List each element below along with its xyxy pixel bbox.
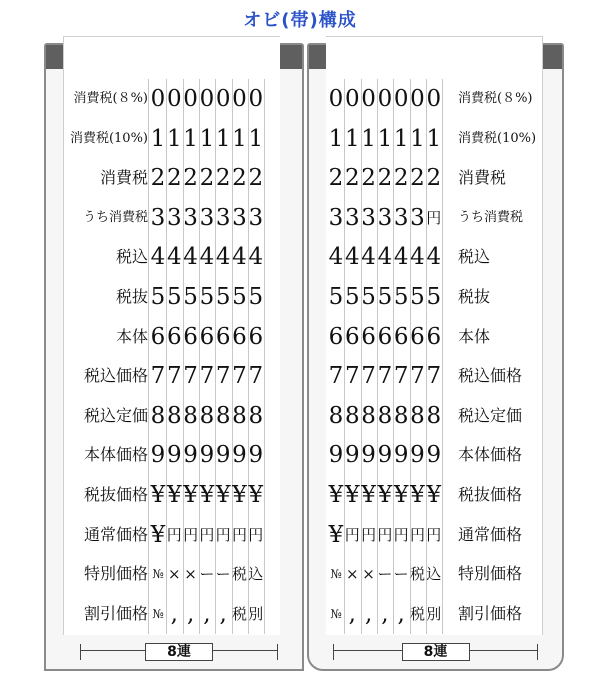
- band-character: ¥: [166, 482, 182, 508]
- band-character: 7: [166, 363, 182, 390]
- band-character: 1: [344, 125, 360, 152]
- band-character: 円: [377, 525, 393, 544]
- row-label: 本体: [458, 326, 491, 346]
- back-row: [0, 317, 600, 357]
- band-character: 4: [248, 244, 264, 271]
- band-character: ,: [219, 600, 227, 627]
- band-character: 円: [215, 525, 231, 544]
- band-character: ¥: [393, 482, 409, 508]
- back-row-count-badge: 8連: [402, 643, 470, 661]
- band-character: 5: [150, 284, 166, 310]
- band-character: 9: [183, 442, 198, 469]
- band-character: ¥: [232, 482, 247, 508]
- band-character: 5: [215, 284, 231, 310]
- band-character: 4: [328, 244, 344, 271]
- band-character: 0: [344, 86, 360, 112]
- band-character: 1: [328, 125, 344, 152]
- band-character: 0: [248, 86, 264, 112]
- band-character: ¥: [426, 482, 442, 508]
- band-character: 込: [426, 565, 442, 584]
- row-label: 税込価格: [458, 366, 523, 386]
- band-character: 9: [248, 442, 264, 469]
- band-character: 6: [426, 323, 442, 350]
- band-character: 9: [393, 442, 409, 469]
- band-character: ,: [203, 600, 211, 627]
- band-character: 7: [426, 363, 442, 390]
- band-character: 0: [232, 86, 247, 112]
- band-character: 3: [410, 204, 425, 231]
- band-character: 8: [150, 402, 166, 429]
- band-character: 円: [393, 525, 409, 544]
- band-character: 0: [410, 86, 425, 112]
- band-character: 2: [248, 165, 264, 192]
- band-character: 4: [361, 244, 376, 271]
- band-character: ×: [362, 565, 375, 584]
- row-label: 税込: [115, 247, 148, 267]
- band-character: 税: [231, 604, 247, 623]
- band-character: 7: [150, 363, 166, 390]
- band-character: ,: [170, 600, 178, 627]
- band-character: 0: [426, 86, 442, 112]
- back-row: [0, 237, 600, 277]
- row-label: 消費税: [458, 168, 507, 188]
- back-row: [0, 198, 600, 238]
- back-row: [0, 515, 600, 555]
- band-character: 5: [344, 284, 360, 310]
- band-character: 5: [377, 284, 393, 310]
- band-character: 8: [361, 402, 376, 429]
- row-label: 特別価格: [458, 564, 523, 584]
- band-character: 3: [377, 204, 393, 231]
- band-character: 9: [426, 442, 442, 469]
- band-character: 2: [393, 165, 409, 192]
- back-row: [0, 356, 600, 396]
- band-character: 9: [344, 442, 360, 469]
- back-row: [0, 277, 600, 317]
- page-title: オビ(帯)構成: [243, 10, 357, 31]
- band-character: 4: [232, 244, 247, 271]
- band-character: 1: [410, 125, 425, 152]
- band-character: 7: [215, 363, 231, 390]
- band-character: 0: [393, 86, 409, 112]
- back-row: [0, 79, 600, 119]
- band-character: 2: [215, 165, 231, 192]
- band-character: 4: [166, 244, 182, 271]
- band-character: 4: [199, 244, 215, 271]
- row-label: 税抜価格: [458, 485, 523, 504]
- back-row: [0, 435, 600, 475]
- band-character: 7: [232, 363, 247, 390]
- band-character: 4: [393, 244, 409, 271]
- band-character: ー: [377, 565, 393, 584]
- band-character: ー: [215, 565, 231, 584]
- band-character: 6: [248, 323, 264, 350]
- back-row: [0, 594, 600, 634]
- band-character: 1: [248, 125, 264, 152]
- band-character: 7: [328, 363, 344, 390]
- band-character: 6: [150, 323, 166, 350]
- band-character: ,: [381, 600, 389, 627]
- band-character: 円: [426, 525, 442, 544]
- band-character: 1: [199, 125, 215, 152]
- band-character: 2: [344, 165, 360, 192]
- band-character: ¥: [377, 482, 393, 508]
- band-character: 2: [232, 165, 247, 192]
- band-character: 5: [393, 284, 409, 310]
- row-label: 本体: [115, 326, 148, 346]
- band-character: ×: [168, 565, 181, 584]
- back-row: [0, 119, 600, 159]
- band-character: 円: [409, 525, 425, 544]
- band-character: 2: [166, 165, 182, 192]
- band-character: 9: [150, 442, 166, 469]
- band-character: 6: [199, 323, 215, 350]
- band-character: 円: [166, 525, 182, 544]
- row-label: 消費税(10%): [69, 130, 148, 146]
- band-character: ×: [184, 565, 197, 584]
- row-label: 税込価格: [83, 366, 148, 386]
- band-character: 1: [361, 125, 376, 152]
- band-character: 別: [426, 604, 442, 623]
- row-label: 消費税(８%): [73, 91, 148, 106]
- band-character: ,: [186, 600, 195, 627]
- band-character: 3: [199, 204, 215, 231]
- band-character: 8: [393, 402, 409, 429]
- band-character: 0: [150, 86, 166, 112]
- band-character: 9: [215, 442, 231, 469]
- band-character: 9: [377, 442, 393, 469]
- row-label: 消費税(10%): [458, 130, 537, 146]
- band-character: 0: [361, 86, 376, 112]
- front-row-count-badge: 8連: [145, 643, 213, 661]
- band-character: 5: [166, 284, 182, 310]
- row-label: うち消費税: [82, 209, 148, 225]
- band-character: 6: [393, 323, 409, 350]
- band-character: 5: [361, 284, 376, 310]
- band-character: 込: [248, 565, 264, 584]
- band-character: 0: [166, 86, 182, 112]
- band-character: 3: [344, 204, 360, 231]
- back-row: [0, 396, 600, 436]
- band-character: 4: [215, 244, 231, 271]
- back-row-footer: [333, 644, 538, 660]
- band-character: 4: [183, 244, 198, 271]
- band-character: 2: [410, 165, 425, 192]
- band-character: 8: [183, 402, 198, 429]
- row-label: 消費税: [99, 168, 148, 188]
- band-character: 8: [328, 402, 344, 429]
- band-character: 8: [199, 402, 215, 429]
- band-character: 5: [248, 284, 264, 310]
- band-character: ¥: [328, 521, 344, 548]
- band-character: ,: [348, 600, 356, 627]
- band-character: 8: [166, 402, 182, 429]
- band-character: 税: [231, 565, 247, 584]
- band-character: ¥: [344, 482, 360, 508]
- row-label: 税込: [458, 247, 491, 267]
- band-character: 5: [232, 284, 247, 310]
- row-label: 本体価格: [458, 445, 523, 465]
- band-character: 1: [377, 125, 393, 152]
- band-character: 2: [150, 165, 166, 192]
- row-label: 特別価格: [83, 564, 148, 584]
- band-character: 7: [393, 363, 409, 390]
- band-character: 7: [410, 363, 425, 390]
- band-character: 7: [199, 363, 215, 390]
- band-character: 4: [344, 244, 360, 271]
- band-character: 円: [199, 525, 215, 544]
- row-label: 税込定価: [83, 405, 148, 425]
- row-label: 本体価格: [83, 445, 148, 465]
- band-character: 8: [426, 402, 442, 429]
- band-character: №: [330, 567, 342, 582]
- band-character: 8: [232, 402, 247, 429]
- band-character: 1: [426, 125, 442, 152]
- band-character: 別: [248, 604, 264, 623]
- back-row: [0, 475, 600, 515]
- band-character: 1: [215, 125, 231, 152]
- band-character: 円: [361, 525, 377, 544]
- band-character: №: [152, 567, 164, 582]
- band-character: ¥: [328, 482, 344, 508]
- band-character: 3: [393, 204, 409, 231]
- row-label: 割引価格: [83, 603, 148, 623]
- band-character: 5: [199, 284, 215, 310]
- band-character: 0: [377, 86, 393, 112]
- band-character: ¥: [361, 482, 376, 508]
- band-character: 1: [232, 125, 247, 152]
- band-character: 8: [377, 402, 393, 429]
- band-character: 2: [183, 165, 198, 192]
- band-character: ¥: [150, 521, 166, 548]
- band-character: 3: [215, 204, 231, 231]
- band-character: 6: [215, 323, 231, 350]
- band-character: ¥: [410, 482, 425, 508]
- band-character: 4: [377, 244, 393, 271]
- band-character: 4: [426, 244, 442, 271]
- band-character: 6: [377, 323, 393, 350]
- band-character: 1: [166, 125, 182, 152]
- band-character: 9: [410, 442, 425, 469]
- band-character: 9: [361, 442, 376, 469]
- band-character: 0: [328, 86, 344, 112]
- band-character: 2: [377, 165, 393, 192]
- band-character: 8: [344, 402, 360, 429]
- band-character: 7: [344, 363, 360, 390]
- band-character: 9: [328, 442, 344, 469]
- band-character: 3: [248, 204, 264, 231]
- row-label: 税込定価: [458, 405, 523, 425]
- band-character: 7: [361, 363, 376, 390]
- band-character: 6: [344, 323, 360, 350]
- band-character: 7: [183, 363, 198, 390]
- band-character: ¥: [150, 482, 166, 508]
- row-label: 税抜: [115, 287, 148, 306]
- band-character: 3: [361, 204, 376, 231]
- band-character: 円: [231, 525, 247, 544]
- band-character: ,: [364, 600, 373, 627]
- band-character: 7: [377, 363, 393, 390]
- band-character: 6: [166, 323, 182, 350]
- band-character: 3: [183, 204, 198, 231]
- band-character: 円: [426, 208, 442, 227]
- band-character: 8: [248, 402, 264, 429]
- band-character: ¥: [199, 482, 215, 508]
- band-character: 1: [150, 125, 166, 152]
- band-character: 4: [410, 244, 425, 271]
- band-character: 3: [328, 204, 344, 231]
- row-label: 通常価格: [83, 524, 148, 544]
- band-character: 5: [410, 284, 425, 310]
- band-character: 6: [232, 323, 247, 350]
- band-character: 円: [344, 525, 360, 544]
- band-character: 0: [215, 86, 231, 112]
- band-character: 1: [393, 125, 409, 152]
- band-character: ー: [393, 565, 409, 584]
- band-character: 1: [183, 125, 198, 152]
- band-character: 6: [361, 323, 376, 350]
- row-label: 通常価格: [458, 524, 523, 544]
- band-character: №: [330, 606, 342, 621]
- band-character: 2: [426, 165, 442, 192]
- band-character: ,: [397, 600, 405, 627]
- band-character: 3: [150, 204, 166, 231]
- band-character: 2: [199, 165, 215, 192]
- band-character: 6: [183, 323, 198, 350]
- back-row: [0, 158, 600, 198]
- row-label: 割引価格: [458, 603, 523, 623]
- band-character: 7: [248, 363, 264, 390]
- row-label: 消費税(８%): [458, 91, 533, 106]
- band-character: ¥: [248, 482, 264, 508]
- band-character: 6: [328, 323, 344, 350]
- band-character: 2: [328, 165, 344, 192]
- band-character: 5: [426, 284, 442, 310]
- band-character: 円: [183, 525, 199, 544]
- band-character: ー: [199, 565, 215, 584]
- band-character: 8: [410, 402, 425, 429]
- band-character: 6: [410, 323, 425, 350]
- band-character: 3: [232, 204, 247, 231]
- band-character: 9: [166, 442, 182, 469]
- band-character: 2: [361, 165, 376, 192]
- band-character: 5: [183, 284, 198, 310]
- band-character: ¥: [215, 482, 231, 508]
- back-row: [0, 554, 600, 594]
- band-character: ×: [346, 565, 359, 584]
- band-character: №: [152, 606, 164, 621]
- band-character: 9: [232, 442, 247, 469]
- front-row-footer: [80, 644, 278, 660]
- row-label: うち消費税: [458, 209, 524, 225]
- band-character: 3: [166, 204, 182, 231]
- band-character: 税: [409, 604, 425, 623]
- band-character: 0: [183, 86, 198, 112]
- band-character: ¥: [183, 482, 198, 508]
- band-character: 5: [328, 284, 344, 310]
- band-character: 円: [248, 525, 264, 544]
- band-character: 9: [199, 442, 215, 469]
- row-label: 税抜: [458, 287, 491, 306]
- band-character: 税: [409, 565, 425, 584]
- band-character: 8: [215, 402, 231, 429]
- band-character: 4: [150, 244, 166, 271]
- row-label: 税抜価格: [83, 485, 148, 504]
- band-character: 0: [199, 86, 215, 112]
